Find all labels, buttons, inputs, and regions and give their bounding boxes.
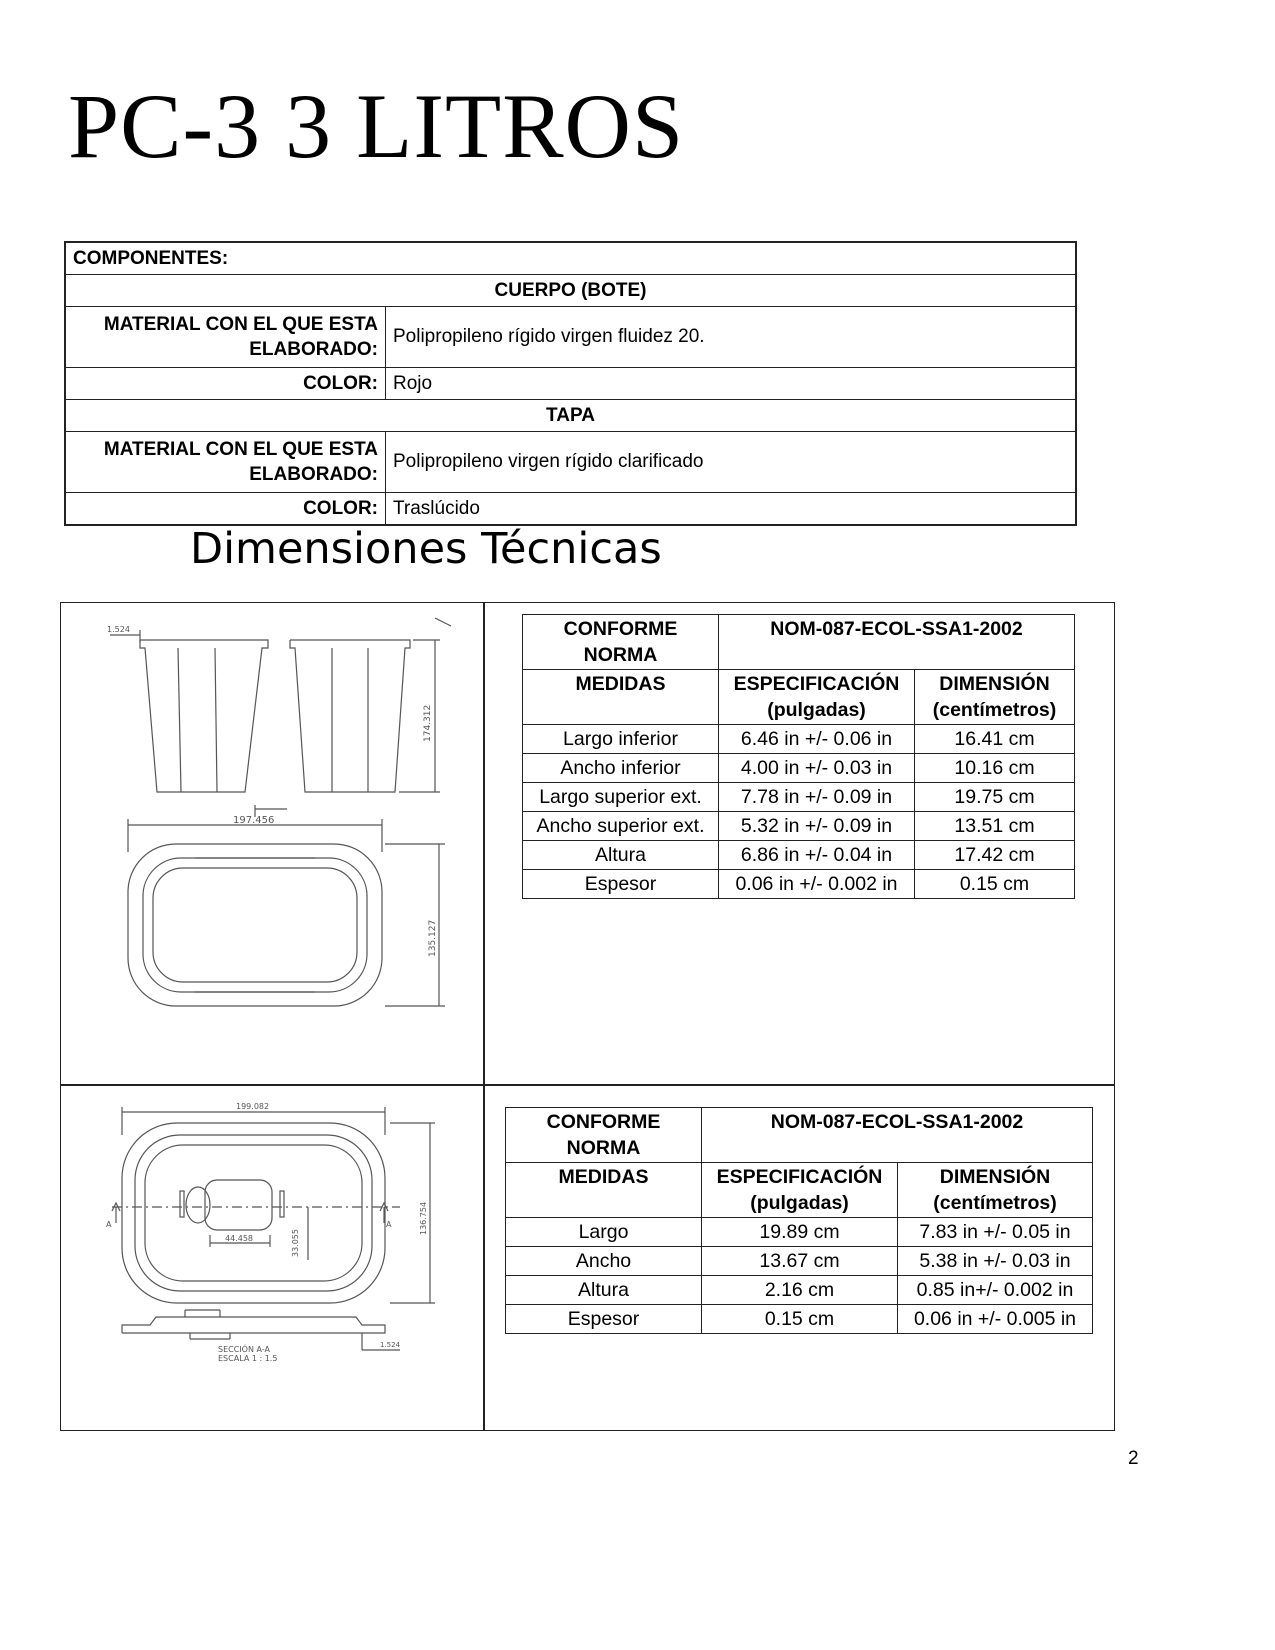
measure-dim: 13.51 cm [915, 812, 1075, 841]
measure-dim: 19.75 cm [915, 783, 1075, 812]
container-spec-header-row [523, 670, 1075, 725]
lid-col-measures: MEDIDAS [506, 1163, 702, 1218]
body-color-row [65, 368, 1076, 400]
measure-spec: 7.78 in +/- 0.09 in [719, 783, 915, 812]
container-col-spec: ESPECIFICACIÓN (pulgadas) [719, 670, 915, 725]
lid-length-dimension: 199.082 [236, 1102, 270, 1111]
container-length-dimension: 197.456 [233, 815, 275, 826]
measure-dim: 0.06 in +/- 0.005 in [898, 1305, 1093, 1334]
lid-spec-header-row [506, 1163, 1093, 1218]
measure-dim: 5.38 in +/- 0.03 in [898, 1247, 1093, 1276]
table-row [523, 725, 1075, 754]
lid-spec-norm-row [506, 1108, 1093, 1163]
table-row [506, 1218, 1093, 1247]
measure-spec: 19.89 cm [702, 1218, 898, 1247]
container-col-measures: MEDIDAS [523, 670, 719, 725]
lid-inner-length-dimension: 44.458 [225, 1234, 253, 1243]
measure-dim: 0.15 cm [915, 870, 1075, 899]
container-col-dim: DIMENSIÓN (centímetros) [915, 670, 1075, 725]
table-row [506, 1276, 1093, 1305]
components-table [64, 241, 1077, 526]
table-row [523, 812, 1075, 841]
lid-col-spec: ESPECIFICACIÓN (pulgadas) [702, 1163, 898, 1218]
measure-dim: 16.41 cm [915, 725, 1075, 754]
lid-norm-value: NOM-087-ECOL-SSA1-2002 [702, 1108, 1093, 1163]
page-title: PC-3 3 LITROS [68, 75, 685, 177]
measure-name: Ancho superior ext. [523, 812, 719, 841]
lid-material-label: MATERIAL CON EL QUE ESTA ELABORADO: [65, 432, 386, 493]
lid-technical-drawing [100, 1095, 440, 1395]
body-section-title: CUERPO (BOTE) [65, 275, 1076, 307]
table-row [506, 1247, 1093, 1276]
container-width-dimension: 135.127 [428, 919, 438, 957]
container-spec-table [522, 614, 1075, 899]
lid-inner-width-dimension: 33.055 [291, 1229, 300, 1257]
body-section-row [65, 275, 1076, 307]
container-height-dimension: 174.312 [423, 704, 433, 742]
section-mark-right: A [386, 1220, 392, 1229]
measure-name: Largo inferior [523, 725, 719, 754]
measure-name: Largo [506, 1218, 702, 1247]
scale-label: ESCALA 1 : 1.5 [218, 1354, 278, 1363]
measure-spec: 4.00 in +/- 0.03 in [719, 754, 915, 783]
section-label: SECCIÓN A-A [218, 1345, 270, 1354]
lid-spec-table [505, 1107, 1093, 1334]
lid-col-dim: DIMENSIÓN (centímetros) [898, 1163, 1093, 1218]
table-row [523, 870, 1075, 899]
table-row [523, 783, 1075, 812]
measure-spec: 0.06 in +/- 0.002 in [719, 870, 915, 899]
measure-spec: 0.15 cm [702, 1305, 898, 1334]
table-row [506, 1305, 1093, 1334]
lid-color-value: Traslúcido [386, 493, 1077, 526]
section-mark-left: A [106, 1220, 112, 1229]
measure-spec: 6.46 in +/- 0.06 in [719, 725, 915, 754]
body-color-label: COLOR: [65, 368, 386, 400]
page-number: 2 [1128, 1448, 1139, 1469]
measure-dim: 10.16 cm [915, 754, 1075, 783]
measure-name: Espesor [506, 1305, 702, 1334]
container-technical-drawing [95, 612, 475, 1012]
body-material-row [65, 307, 1076, 368]
body-color-value: Rojo [386, 368, 1077, 400]
measure-name: Espesor [523, 870, 719, 899]
section-subtitle: Dimensiones Técnicas [190, 524, 662, 574]
measure-spec: 13.67 cm [702, 1247, 898, 1276]
measure-dim: 7.83 in +/- 0.05 in [898, 1218, 1093, 1247]
measure-dim: 17.42 cm [915, 841, 1075, 870]
container-spec-norm-row [523, 615, 1075, 670]
grid-vertical-divider [483, 603, 485, 1430]
measure-name: Altura [523, 841, 719, 870]
container-wall-dimension: 1.524 [107, 625, 130, 634]
grid-horizontal-divider [61, 1084, 1114, 1086]
lid-section-title: TAPA [65, 400, 1076, 432]
components-header: COMPONENTES: [65, 242, 1076, 275]
measure-name: Ancho inferior [523, 754, 719, 783]
table-row [523, 754, 1075, 783]
body-material-value: Polipropileno rígido virgen fluidez 20. [386, 307, 1077, 368]
lid-material-value: Polipropileno virgen rígido clarificado [386, 432, 1077, 493]
container-norm-label: CONFORME NORMA [523, 615, 719, 670]
measure-name: Ancho [506, 1247, 702, 1276]
components-header-row [65, 242, 1076, 275]
measure-name: Altura [506, 1276, 702, 1305]
body-material-label: MATERIAL CON EL QUE ESTA ELABORADO: [65, 307, 386, 368]
measure-dim: 0.85 in+/- 0.002 in [898, 1276, 1093, 1305]
lid-width-dimension: 136.754 [419, 1201, 428, 1235]
measure-spec: 5.32 in +/- 0.09 in [719, 812, 915, 841]
lid-wall-dimension: 1.524 [380, 1341, 401, 1349]
lid-material-row [65, 432, 1076, 493]
measure-spec: 2.16 cm [702, 1276, 898, 1305]
lid-color-row [65, 493, 1076, 526]
measure-spec: 6.86 in +/- 0.04 in [719, 841, 915, 870]
lid-color-label: COLOR: [65, 493, 386, 526]
table-row [523, 841, 1075, 870]
lid-norm-label: CONFORME NORMA [506, 1108, 702, 1163]
measure-name: Largo superior ext. [523, 783, 719, 812]
lid-section-row [65, 400, 1076, 432]
container-norm-value: NOM-087-ECOL-SSA1-2002 [719, 615, 1075, 670]
